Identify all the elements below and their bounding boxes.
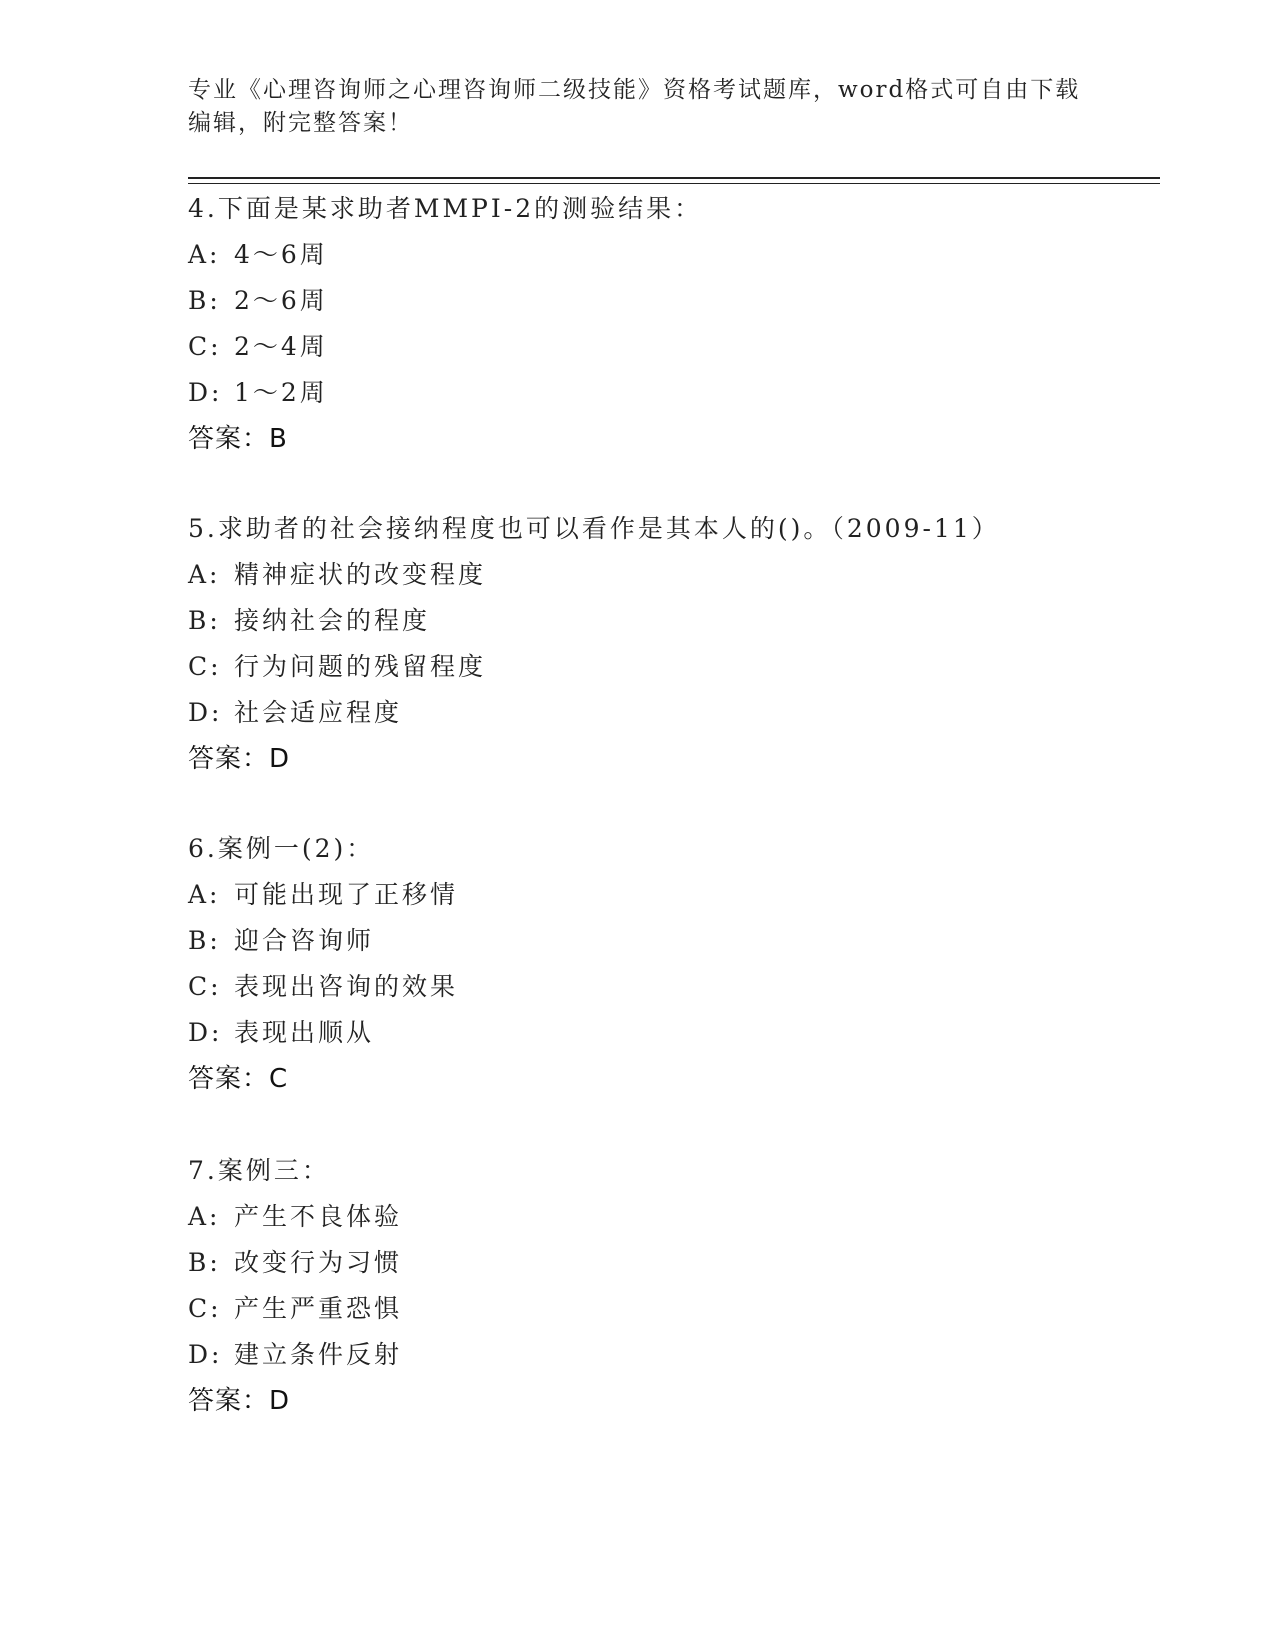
option-a	[188, 1194, 1148, 1240]
question-title: 7.案例三：	[188, 1156, 330, 1185]
answer-line: 答案：C	[188, 1064, 289, 1094]
question-title: 6.案例一(2)：	[188, 834, 375, 863]
option-letter: B:	[188, 926, 221, 955]
option-letter: B:	[188, 1248, 221, 1277]
option-d	[188, 1010, 1148, 1056]
option-letter: A:	[188, 560, 221, 589]
header-line-2: 编辑，附完整答案！	[188, 110, 413, 136]
option-a	[188, 232, 1148, 278]
option-letter: C:	[188, 972, 222, 1001]
option-text: 表现出顺从	[234, 1018, 375, 1047]
option-c	[188, 324, 1148, 370]
header-divider-thick	[188, 177, 1160, 179]
question-title: 5.求助者的社会接纳程度也可以看作是其本人的()。（2009-11）	[188, 514, 1000, 543]
question-5	[188, 506, 1148, 782]
option-text: 产生严重恐惧	[234, 1294, 403, 1323]
header-line-1: 专业《心理咨询师之心理咨询师二级技能》资格考试题库，word格式可自由下载	[188, 77, 1081, 103]
header-divider-thin	[188, 183, 1160, 184]
option-text: 产生不良体验	[234, 1202, 403, 1231]
option-b	[188, 918, 1148, 964]
option-c	[188, 644, 1148, 690]
option-text: 行为问题的残留程度	[234, 652, 487, 681]
question-title: 4.下面是某求助者MMPI-2的测验结果：	[188, 194, 703, 223]
option-c	[188, 1286, 1148, 1332]
answer-line: 答案：D	[188, 1386, 291, 1416]
option-text: 社会适应程度	[234, 698, 403, 727]
option-letter: D:	[188, 1340, 223, 1369]
option-letter: D:	[188, 1018, 223, 1047]
option-text: 建立条件反射	[234, 1340, 403, 1369]
option-text: 可能出现了正移情	[234, 880, 459, 909]
question-7	[188, 1148, 1148, 1424]
option-text: 表现出咨询的效果	[234, 972, 459, 1001]
option-letter: D:	[188, 698, 223, 727]
option-d	[188, 690, 1148, 736]
option-letter: C:	[188, 332, 222, 361]
option-d	[188, 1332, 1148, 1378]
option-a	[188, 552, 1148, 598]
option-letter: A:	[188, 880, 221, 909]
option-b	[188, 598, 1148, 644]
option-text: 接纳社会的程度	[234, 606, 431, 635]
option-text: 迎合咨询师	[234, 926, 375, 955]
question-4	[188, 186, 1148, 462]
option-letter: C:	[188, 1294, 222, 1323]
option-b	[188, 1240, 1148, 1286]
option-text: 2～6周	[234, 286, 328, 315]
option-letter: B:	[188, 606, 221, 635]
option-c	[188, 964, 1148, 1010]
option-letter: C:	[188, 652, 222, 681]
option-b	[188, 278, 1148, 324]
option-text: 4～6周	[234, 240, 328, 269]
option-letter: A:	[188, 240, 221, 269]
option-d	[188, 370, 1148, 416]
option-letter: B:	[188, 286, 221, 315]
answer-line: 答案：B	[188, 424, 288, 454]
question-6	[188, 826, 1148, 1102]
answer-line: 答案：D	[188, 744, 291, 774]
option-text: 改变行为习惯	[234, 1248, 403, 1277]
option-letter: A:	[188, 1202, 221, 1231]
option-text: 1～2周	[234, 378, 328, 407]
option-letter: D:	[188, 378, 223, 407]
document-header	[188, 74, 1088, 140]
option-text: 精神症状的改变程度	[234, 560, 487, 589]
option-a	[188, 872, 1148, 918]
option-text: 2～4周	[234, 332, 328, 361]
